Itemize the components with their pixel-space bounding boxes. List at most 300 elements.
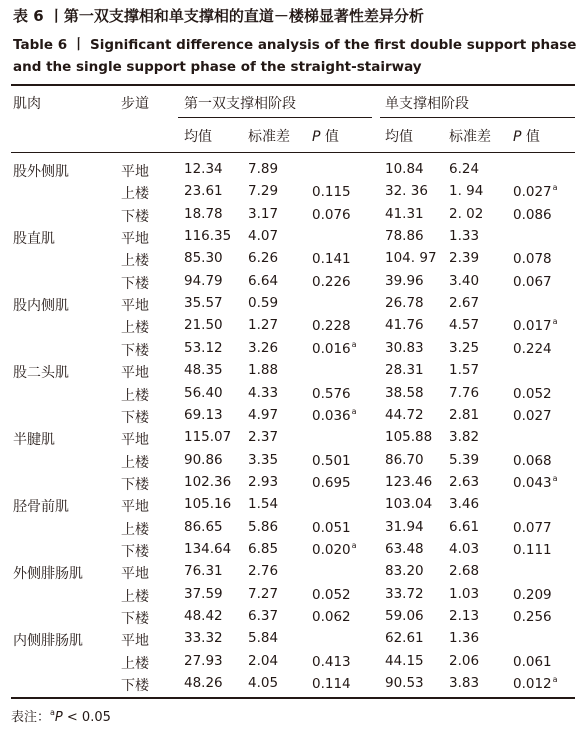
significance-marker: a [351, 406, 357, 416]
muscle-cell-value: 半腱肌 [13, 432, 55, 449]
sd2-cell [449, 183, 483, 199]
group2-underline [380, 117, 575, 118]
p1-cell [312, 541, 357, 558]
mean1-cell [184, 362, 223, 378]
p1-cell [312, 563, 313, 580]
p2-cell [513, 273, 553, 290]
mean1-cell-value: 94.79 [184, 272, 223, 289]
p1-cell [312, 407, 357, 424]
sd1-cell [248, 586, 278, 602]
muscle-cell-value: 股二头肌 [13, 365, 69, 382]
mean1-cell [184, 273, 223, 289]
gait-cell [121, 496, 149, 516]
p2-cell-value: 0.012 [513, 676, 552, 693]
sd1-cell [248, 474, 278, 490]
mean2-cell-value: 41.76 [385, 317, 424, 334]
gait-cell-value: 下楼 [121, 611, 149, 627]
mean1-cell [184, 250, 223, 266]
mean2-cell-value: 103.04 [385, 496, 433, 513]
header-sd-2: 标准差 [449, 129, 491, 145]
p2-cell [513, 250, 553, 267]
sd2-cell-value: 2.81 [449, 406, 480, 423]
sd1-cell-value: 6.26 [248, 250, 279, 267]
sd2-cell [449, 630, 479, 646]
sd2-cell [449, 653, 479, 669]
p1-cell-value: 0.051 [312, 519, 351, 536]
p2-cell-value: 0.078 [513, 251, 552, 268]
p2-cell [513, 295, 514, 312]
mean1-cell-value: 53.12 [184, 339, 223, 356]
gait-cell [121, 586, 149, 606]
p2-cell [513, 206, 553, 223]
table-bottom-rule [11, 697, 575, 699]
gait-cell [121, 563, 149, 583]
mean1-cell [184, 675, 223, 691]
sd2-cell-value: 2. 02 [449, 205, 484, 222]
gait-cell-value: 下楼 [121, 678, 149, 695]
p1-cell-value: 0.576 [312, 385, 351, 402]
mean2-cell-value: 26.78 [385, 295, 424, 312]
sd1-cell-value: 4.33 [248, 384, 279, 401]
sd1-cell [248, 362, 278, 378]
gait-cell-value: 下楼 [121, 342, 149, 359]
sd1-cell-value: 6.64 [248, 272, 279, 289]
p2-cell [513, 541, 553, 558]
sd1-cell [248, 608, 278, 624]
sd1-cell-value: 6.37 [248, 608, 279, 624]
mean1-cell-value: 116.35 [184, 228, 232, 245]
mean1-cell [184, 630, 223, 646]
gait-cell [121, 385, 149, 405]
p2-cell-value: 0.067 [513, 273, 552, 290]
p2-cell-value: 0.086 [513, 206, 552, 223]
sd2-cell-value: 6.61 [449, 518, 480, 535]
sd2-cell [449, 340, 479, 356]
note-text: < 0.05 [62, 710, 111, 725]
sd2-cell-value: 3.83 [449, 675, 480, 692]
mean2-cell [385, 250, 437, 266]
mean1-cell [184, 183, 223, 199]
mean1-cell-value: 12.34 [184, 161, 223, 177]
sd2-cell-value: 2.06 [449, 652, 480, 669]
mean2-cell [385, 385, 424, 401]
mean2-cell-value: 104. 97 [385, 250, 437, 267]
sd1-cell-value: 3.17 [248, 205, 279, 222]
table-title-cn: 表 6 丨第一双支撑相和单支撑相的直道－楼梯显著性差异分析 [13, 7, 424, 25]
mean2-cell [385, 608, 424, 624]
p1-cell-value: 0.036 [312, 407, 351, 424]
sd1-cell-value: 6.85 [248, 540, 279, 557]
sd1-cell-value: 2.93 [248, 473, 279, 490]
sd1-cell-value: 4.07 [248, 228, 279, 245]
p2-cell-value: 0.068 [513, 452, 552, 469]
sd2-cell-value: 3.46 [449, 496, 480, 513]
muscle-cell [13, 362, 69, 382]
sd2-cell-value: 1.33 [449, 228, 480, 245]
p2-cell [513, 653, 553, 670]
p2-cell [513, 608, 553, 625]
mean1-cell [184, 474, 231, 490]
mean1-cell [184, 317, 223, 333]
p1-cell [312, 608, 352, 625]
p2-cell [513, 675, 558, 692]
sd2-cell-value: 2.68 [449, 563, 480, 580]
significance-marker: a [552, 473, 558, 483]
p1-cell [312, 474, 352, 491]
muscle-cell-value: 股内侧肌 [13, 298, 69, 315]
p1-cell [312, 452, 352, 469]
mean2-cell [385, 273, 424, 289]
gait-cell [121, 653, 149, 673]
mean2-cell-value: 10.84 [385, 161, 424, 177]
mean2-cell [385, 452, 424, 468]
mean2-cell-value: 78.86 [385, 228, 424, 245]
gait-cell-value: 下楼 [121, 476, 149, 493]
mean2-cell [385, 362, 424, 378]
sd2-cell-value: 3.40 [449, 272, 480, 289]
mean2-cell-value: 39.96 [385, 272, 424, 289]
sd1-cell-value: 1.88 [248, 362, 279, 379]
mean1-cell-value: 33.32 [184, 630, 223, 647]
p1-cell-value: 0.076 [312, 206, 351, 223]
p1-cell [312, 183, 352, 200]
mean1-cell [184, 563, 223, 579]
p2-cell-value: 0.256 [513, 609, 552, 625]
p1-cell [312, 496, 313, 513]
mean1-cell-value: 90.86 [184, 451, 223, 468]
header-p-1 [312, 126, 339, 146]
sd1-cell [248, 407, 278, 423]
mean1-cell [184, 295, 223, 311]
p1-cell [312, 653, 352, 670]
sd1-cell-value: 2.76 [248, 563, 279, 580]
sd1-cell-value: 3.26 [248, 339, 279, 356]
p2-cell [513, 563, 514, 580]
sd2-cell-value: 1.36 [449, 630, 480, 647]
mean2-cell-value: 33.72 [385, 585, 424, 602]
sd1-cell-value: 0.59 [248, 295, 279, 312]
sd1-cell [248, 519, 278, 535]
sd2-cell-value: 1.57 [449, 362, 480, 379]
p2-cell-value: 0.052 [513, 385, 552, 402]
sd1-cell-value: 5.84 [248, 630, 279, 647]
sd1-cell [248, 250, 278, 266]
sd2-cell-value: 2.67 [449, 295, 480, 312]
mean1-cell-value: 134.64 [184, 540, 232, 557]
sd2-cell-value: 4.03 [449, 540, 480, 557]
p1-cell-value: 0.501 [312, 452, 351, 469]
gait-cell-value: 上楼 [121, 186, 149, 203]
gait-cell [121, 429, 149, 449]
table-top-rule [11, 84, 575, 86]
mean1-cell [184, 340, 223, 356]
mean2-cell-value: 30.83 [385, 339, 424, 356]
muscle-cell [13, 630, 83, 650]
group1-underline [178, 117, 372, 118]
mean1-cell [184, 496, 231, 512]
mean1-cell [184, 206, 223, 222]
p1-cell-value: 0.695 [312, 474, 351, 491]
p2-cell-value: 0.027 [513, 184, 552, 201]
mean2-cell-value: 105.88 [385, 429, 433, 446]
p2-cell [513, 630, 514, 647]
sd1-cell [248, 496, 278, 512]
muscle-cell-value: 胫骨前肌 [13, 499, 69, 516]
p2-cell [513, 407, 553, 424]
p1-cell [312, 519, 352, 536]
sd1-cell [248, 630, 278, 646]
p1-cell [312, 317, 352, 334]
muscle-cell-value: 股外侧肌 [13, 164, 69, 180]
p2-cell [513, 161, 514, 178]
p1-cell-value: 0.020 [312, 541, 351, 558]
sd1-cell [248, 429, 278, 445]
gait-cell [121, 474, 149, 494]
p1-cell [312, 228, 313, 245]
p1-cell [312, 273, 352, 290]
mean1-cell-value: 56.40 [184, 384, 223, 401]
sd1-cell-value: 4.05 [248, 675, 279, 692]
gait-cell-value: 上楼 [121, 320, 149, 337]
mean2-cell [385, 563, 424, 579]
sd1-cell [248, 563, 278, 579]
gait-cell [121, 340, 149, 360]
sd2-cell [449, 206, 483, 222]
sd2-cell [449, 317, 479, 333]
gait-cell [121, 608, 149, 628]
sd1-cell-value: 7.27 [248, 585, 279, 602]
sd2-cell-value: 2.13 [449, 608, 480, 624]
p1-cell [312, 161, 313, 178]
mean1-cell-value: 105.16 [184, 496, 232, 513]
significance-marker: a [351, 339, 357, 349]
mean2-cell [385, 161, 424, 177]
gait-cell [121, 273, 149, 293]
note-sup: a [50, 708, 55, 717]
sd1-cell [248, 340, 278, 356]
sd2-cell-value: 1.03 [449, 585, 480, 602]
mean2-cell [385, 183, 428, 199]
mean2-cell [385, 429, 432, 445]
gait-cell [121, 407, 149, 427]
p1-cell [312, 385, 352, 402]
sd1-cell [248, 228, 278, 244]
mean2-cell [385, 675, 424, 691]
mean2-cell-value: 44.72 [385, 406, 424, 423]
mean1-cell-value: 35.57 [184, 295, 223, 312]
sd1-cell-value: 3.35 [248, 451, 279, 468]
sd2-cell [449, 474, 479, 490]
sd1-cell [248, 206, 278, 222]
header-bottom-rule [11, 152, 575, 153]
header-p-2-suffix: 值 [521, 129, 540, 145]
gait-cell-value: 平地 [121, 298, 149, 315]
sd2-cell [449, 519, 479, 535]
mean2-cell-value: 44.15 [385, 652, 424, 669]
p1-cell-value: 0.226 [312, 273, 351, 290]
p1-cell-value: 0.115 [312, 184, 351, 201]
p2-cell [513, 228, 514, 245]
mean2-cell [385, 295, 424, 311]
sd2-cell [449, 452, 479, 468]
gait-cell-value: 上楼 [121, 454, 149, 471]
muscle-cell [13, 161, 69, 181]
mean2-cell [385, 586, 424, 602]
muscle-cell-value: 外侧腓肠肌 [13, 566, 83, 583]
note-prefix: 表注： [11, 710, 51, 725]
gait-cell-value: 平地 [121, 566, 149, 583]
gait-cell-value: 下楼 [121, 208, 149, 225]
sd2-cell-value: 6.24 [449, 161, 480, 177]
gait-cell [121, 317, 149, 337]
sd1-cell-value: 1.27 [248, 317, 279, 334]
sd2-cell-value: 1. 94 [449, 183, 484, 200]
mean2-cell [385, 407, 424, 423]
p1-cell [312, 206, 352, 223]
sd1-cell [248, 295, 278, 311]
p2-cell [513, 317, 558, 334]
sd1-cell-value: 7.89 [248, 161, 279, 177]
p1-cell [312, 675, 352, 692]
p2-cell-value: 0.027 [513, 407, 552, 424]
mean1-cell-value: 76.31 [184, 563, 223, 580]
header-gait: 步道 [121, 96, 149, 112]
mean2-cell-value: 31.94 [385, 518, 424, 535]
sd1-cell [248, 675, 278, 691]
gait-cell [121, 519, 149, 539]
mean1-cell [184, 519, 223, 535]
muscle-cell [13, 295, 69, 315]
p2-cell [513, 362, 514, 379]
sd2-cell [449, 273, 479, 289]
sd1-cell [248, 385, 278, 401]
sd2-cell-value: 3.25 [449, 339, 480, 356]
gait-cell-value: 平地 [121, 365, 149, 382]
p1-cell [312, 362, 313, 379]
p2-cell-value: 0.224 [513, 340, 552, 357]
mean2-cell-value: 63.48 [385, 540, 424, 557]
mean1-cell [184, 385, 223, 401]
mean1-cell-value: 85.30 [184, 250, 223, 267]
significance-marker: a [351, 540, 357, 550]
sd2-cell [449, 541, 479, 557]
gait-cell-value: 上楼 [121, 655, 149, 672]
mean2-cell-value: 83.20 [385, 563, 424, 580]
gait-cell [121, 541, 149, 561]
p2-cell [513, 183, 558, 200]
mean2-cell-value: 32. 36 [385, 183, 428, 200]
gait-cell-value: 平地 [121, 164, 149, 180]
significance-marker: a [552, 317, 558, 327]
gait-cell [121, 630, 149, 650]
sd2-cell [449, 250, 479, 266]
mean1-cell-value: 102.36 [184, 473, 232, 490]
sd2-cell [449, 586, 479, 602]
mean1-cell-value: 23.61 [184, 183, 223, 200]
sd2-cell [449, 429, 479, 445]
gait-cell-value: 上楼 [121, 387, 149, 404]
p1-cell [312, 429, 313, 446]
mean1-cell [184, 429, 231, 445]
sd1-cell-value: 2.04 [248, 652, 279, 669]
mean2-cell-value: 59.06 [385, 608, 424, 624]
sd2-cell [449, 563, 479, 579]
gait-cell-value: 下楼 [121, 543, 149, 560]
muscle-cell-value: 内侧腓肠肌 [13, 633, 83, 650]
table-title-en [13, 34, 578, 78]
p2-cell-value: 0.043 [513, 474, 552, 491]
p1-cell [312, 250, 352, 267]
header-p-2 [513, 126, 540, 146]
p1-cell-value: 0.413 [312, 653, 351, 670]
p2-cell-value: 0.209 [513, 586, 552, 603]
mean2-cell [385, 630, 424, 646]
mean1-cell-value: 27.93 [184, 652, 223, 669]
mean1-cell [184, 452, 223, 468]
sd1-cell [248, 541, 278, 557]
gait-cell [121, 228, 149, 248]
mean1-cell-value: 69.13 [184, 406, 223, 423]
p2-cell-value: 0.061 [513, 653, 552, 670]
p1-cell [312, 340, 357, 357]
sd2-cell [449, 675, 479, 691]
sd1-cell [248, 452, 278, 468]
gait-cell-value: 下楼 [121, 409, 149, 426]
p1-cell [312, 295, 313, 312]
sd2-cell [449, 385, 479, 401]
mean1-cell [184, 161, 223, 177]
mean1-cell-value: 48.35 [184, 362, 223, 379]
p2-cell-value: 0.111 [513, 541, 552, 558]
gait-cell-value: 平地 [121, 499, 149, 516]
mean1-cell-value: 21.50 [184, 317, 223, 334]
sd1-cell [248, 161, 278, 177]
p2-cell-value: 0.077 [513, 519, 552, 536]
mean2-cell-value: 41.31 [385, 205, 424, 222]
sd2-cell [449, 295, 479, 311]
mean2-cell [385, 206, 424, 222]
sd2-cell [449, 407, 479, 423]
mean2-cell [385, 474, 432, 490]
mean2-cell [385, 496, 432, 512]
mean2-cell [385, 541, 424, 557]
mean1-cell-value: 86.65 [184, 518, 223, 535]
gait-cell [121, 452, 149, 472]
sd2-cell-value: 2.39 [449, 250, 480, 267]
p2-cell-value: 0.017 [513, 318, 552, 335]
table-note [11, 706, 111, 725]
significance-marker: a [552, 183, 558, 193]
mean2-cell [385, 228, 424, 244]
header-p-1-suffix: 值 [320, 129, 339, 145]
header-sd-1: 标准差 [248, 129, 290, 145]
sd1-cell-value: 4.97 [248, 406, 279, 423]
p2-cell [513, 519, 553, 536]
sd1-cell-value: 1.54 [248, 496, 279, 513]
significance-marker: a [552, 675, 558, 685]
table-title-en-line2: and the single support phase of the straight-stairway [13, 59, 422, 75]
muscle-cell-value: 股直肌 [13, 231, 55, 248]
gait-cell-value: 平地 [121, 633, 149, 650]
gait-cell [121, 675, 149, 695]
p2-cell [513, 340, 553, 357]
mean2-cell [385, 340, 424, 356]
mean1-cell [184, 586, 223, 602]
note-p: P [54, 710, 63, 725]
sd2-cell-value: 2.63 [449, 473, 480, 490]
sd1-cell-value: 5.86 [248, 518, 279, 535]
sd1-cell-value: 2.37 [248, 429, 279, 446]
